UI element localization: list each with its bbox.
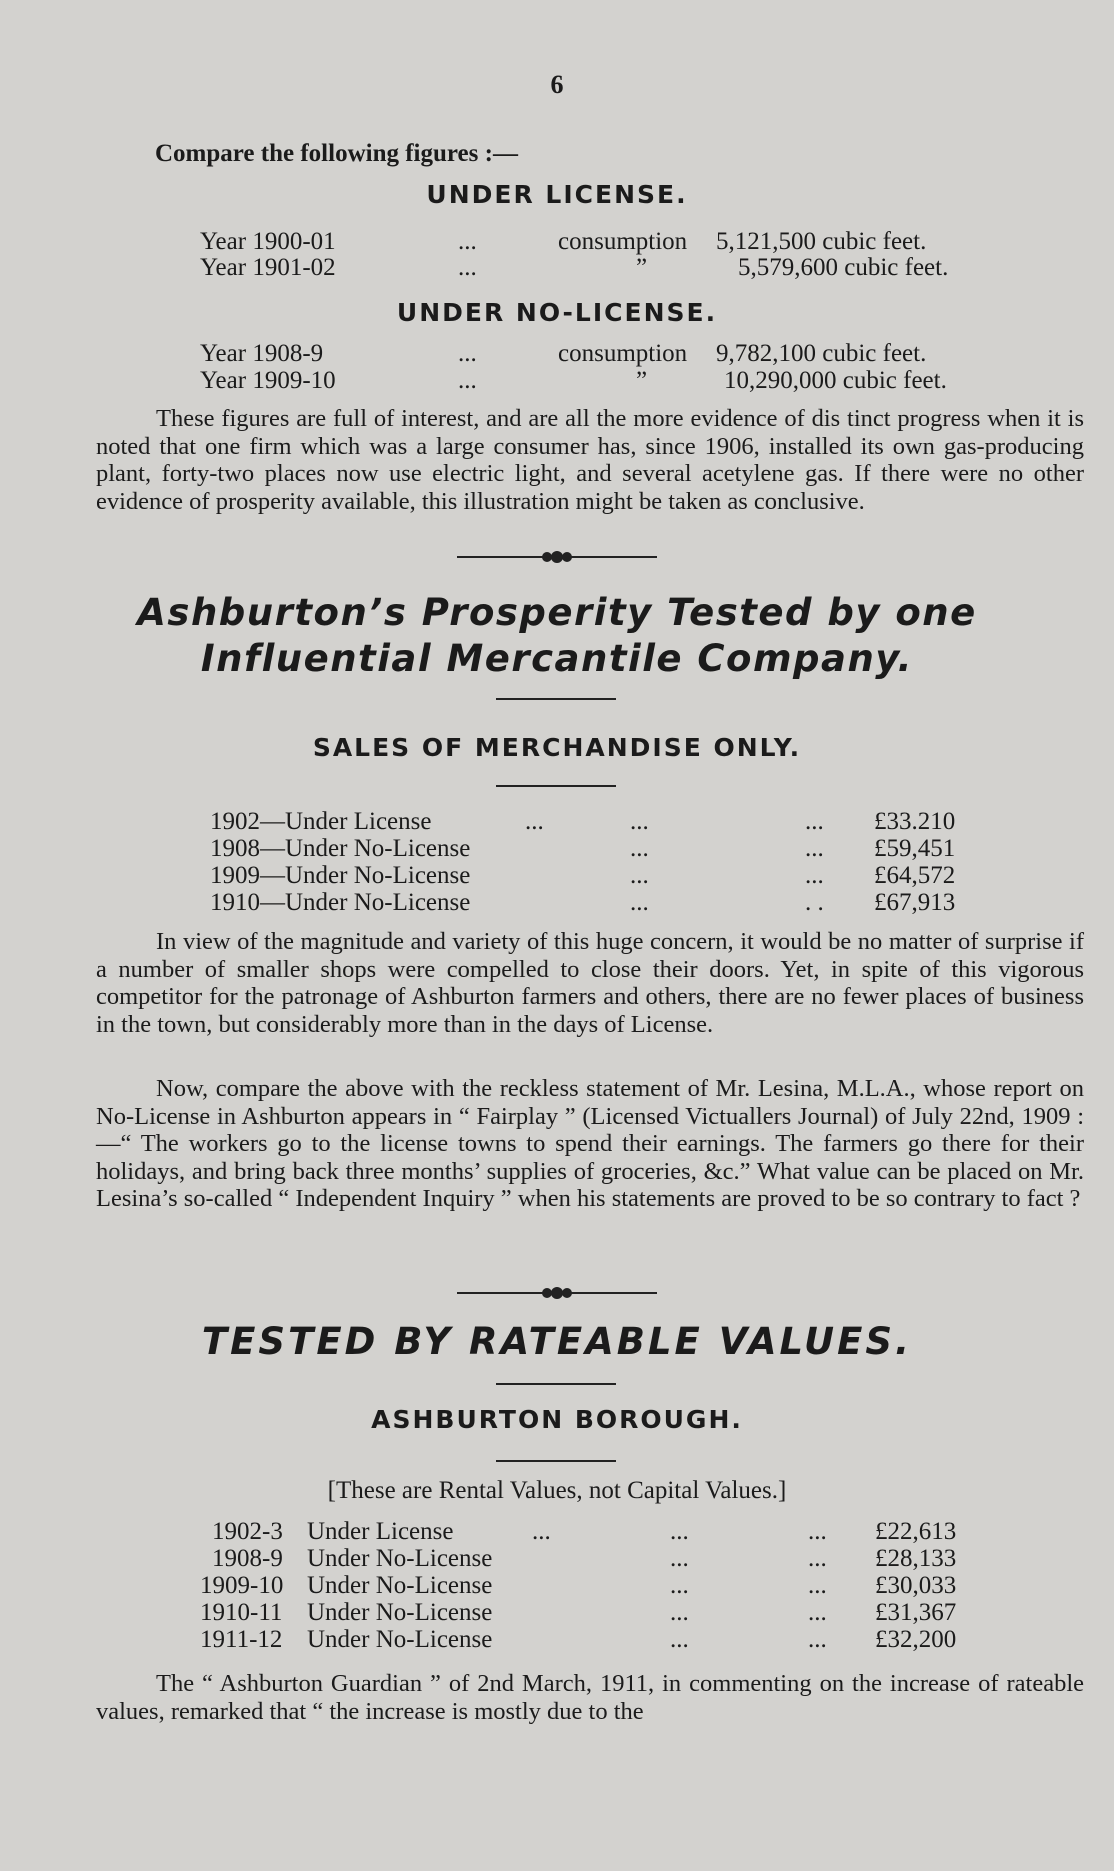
rate-dots: ... [670,1545,689,1572]
ornament-divider [0,1286,1114,1305]
gas-label: consumption [558,340,688,367]
under-no-license-heading: UNDER NO-LICENSE. [396,298,718,327]
rate-row [200,1626,1002,1656]
rate-dots: ... [808,1599,827,1626]
sales-value: £64,572 [874,862,956,889]
rate-row [200,1572,1002,1602]
gas-year: Year 1900-01 [200,228,336,255]
rate-year: 1911-12 [200,1626,283,1653]
borough-heading: ASHBURTON BOROUGH. [371,1405,743,1434]
sales-label: 1902—Under License [210,808,432,835]
sales-dots: ... [630,889,649,916]
gas-value: 10,290,000 cubic feet. [724,367,947,394]
rate-row [212,1518,1002,1548]
gas-label: consumption [558,228,688,255]
sales-row [210,862,990,892]
gas-label: ” [636,367,648,394]
rate-dots: ... [808,1518,827,1545]
rate-label: Under No-License [307,1599,493,1626]
sales-dots: ... [630,808,649,835]
sales-dots: ... [630,835,649,862]
paragraph-guardian: The “ Ashburton Guardian ” of 2nd March, 1911, in commenting on the increase of rateable values, remarked that “ the increase is mostly due to the [96,1670,1084,1725]
rate-label: Under No-License [307,1545,493,1572]
sales-dots: . . [805,889,824,916]
rate-dots: ... [670,1626,689,1653]
divider [496,1383,616,1385]
sales-dots: ... [805,862,824,889]
under-license-heading: UNDER LICENSE. [426,180,688,209]
section-title-rateable: TESTED BY RATEABLE VALUES. [201,1320,913,1363]
divider [496,785,616,787]
gas-year: Year 1909-10 [200,367,336,394]
sales-row [210,889,990,919]
paragraph-gas-interest: These figures are full of interest, and are all the more evidence of dis tinct progress when it is noted that one firm which was a large consumer has, since 1906, installed its own gas-producing plant, forty-two places now use electric light, and several acetylene gas. If there were no other evidence of prosperity available, this illustration might be taken as conclusive. [96,405,1084,515]
rate-dots: ... [808,1626,827,1653]
sales-label: 1910—Under No-License [210,889,471,916]
sales-value: £59,451 [874,835,956,862]
rate-row [212,1545,1002,1575]
gas-label: ” [636,254,648,281]
rate-value: £28,133 [875,1545,957,1572]
gas-year: Year 1908-9 [200,340,324,367]
rate-dots: ... [532,1518,551,1545]
sales-row [210,808,990,838]
rate-year: 1902-3 [212,1518,283,1545]
divider [496,698,616,700]
gas-row [200,367,1000,397]
gas-value: 5,121,500 cubic feet. [716,228,927,255]
sales-value: £67,913 [874,889,956,916]
rate-year: 1908-9 [212,1545,283,1572]
sales-dots: ... [525,808,544,835]
gas-dots: ... [458,254,477,281]
section-title-line1: Ashburton’s Prosperity Tested by one [137,591,977,634]
gas-row [200,340,1000,370]
sales-label: 1908—Under No-License [210,835,471,862]
divider [496,1460,616,1462]
rate-row [200,1599,1002,1629]
gas-dots: ... [458,228,477,255]
sales-dots: ... [805,835,824,862]
paragraph-magnitude: In view of the magnitude and variety of this huge concern, it would be no matter of surprise if a number of smaller shops were compelled to close their doors. Yet, in spite of this vigorous competitor for the patronage of Ashburton farmers and others, there are no fewer places of business in the town, but considerably more than in the days of License. [96,928,1084,1038]
rate-value: £22,613 [875,1518,957,1545]
sales-dots: ... [805,808,824,835]
ornament-icon [457,550,657,564]
sales-label: 1909—Under No-License [210,862,471,889]
ornament-divider [0,550,1114,569]
sales-dots: ... [630,862,649,889]
page-number: 6 [550,70,564,99]
gas-value: 5,579,600 cubic feet. [738,254,949,281]
rate-label: Under No-License [307,1572,493,1599]
rate-value: £30,033 [875,1572,957,1599]
rate-dots: ... [670,1599,689,1626]
rate-dots: ... [808,1545,827,1572]
rate-value: £31,367 [875,1599,957,1626]
gas-row [200,254,1000,284]
gas-dots: ... [458,340,477,367]
rate-dots: ... [670,1572,689,1599]
intro-line: Compare the following figures :— [155,140,518,167]
rate-label: Under No-License [307,1626,493,1653]
rate-year: 1910-11 [200,1599,283,1626]
rate-label: Under License [307,1518,454,1545]
sales-heading: SALES OF MERCHANDISE ONLY. [312,733,802,762]
rate-dots: ... [670,1518,689,1545]
sales-value: £33.210 [874,808,956,835]
rate-dots: ... [808,1572,827,1599]
gas-year: Year 1901-02 [200,254,336,281]
rental-values-note: [These are Rental Values, not Capital Values.] [327,1477,787,1504]
sales-row [210,835,990,865]
rate-year: 1909-10 [200,1572,284,1599]
rate-value: £32,200 [875,1626,957,1653]
paragraph-lesina: Now, compare the above with the reckless statement of Mr. Lesina, M.L.A., whose report on No-License in Ashburton appears in “ Fairplay ” (Licensed Victuallers Journal) of July 22nd, 1909 :—“ The workers go to the license towns to spend their earnings. The farmers go there for their holidays, and bring back three months’ supplies of groceries, &c.” What value can be placed on Mr. Lesina’s so-called “ Independent Inquiry ” when his statements are proved to be so contrary to fact ? [96,1075,1084,1212]
gas-dots: ... [458,367,477,394]
section-title-line2: Influential Mercantile Company. [200,637,914,680]
ornament-icon [457,1286,657,1300]
gas-value: 9,782,100 cubic feet. [716,340,927,367]
